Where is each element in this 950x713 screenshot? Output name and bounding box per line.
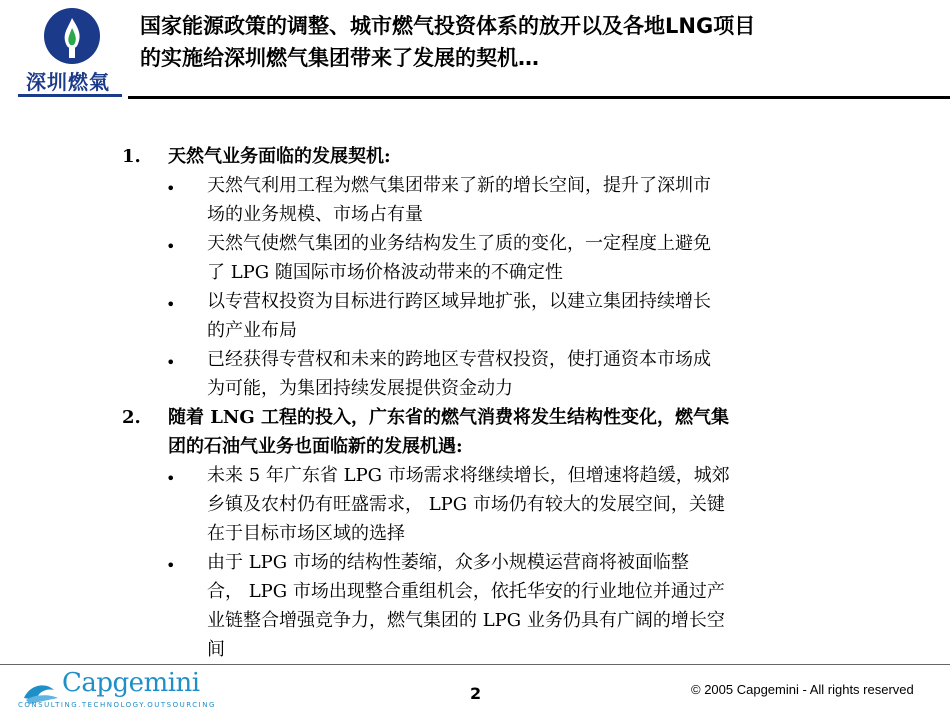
title-line-2: 的实施给深圳燃气集团带来了发展的契机… [140,46,539,70]
logo-underline [18,94,122,97]
bullet-line: 的产业布局 [207,320,297,341]
bullet-line: 合， LPG 市场出现整合重组机会，依托华安的行业地位并通过产 [207,581,725,602]
bullet-line: 以专营权投资为目标进行跨区域异地扩张，以建立集团持续增长 [207,291,711,312]
bullet-line: 未来 5 年广东省 LPG 市场需求将继续增长，但增速将趋缓，城郊 [207,465,730,486]
section-heading-line: 随着 LNG 工程的投入，广东省的燃气消费将发生结构性变化，燃气集 [168,407,730,428]
bullet-item [207,229,807,287]
section-heading-line: 团的石油气业务也面临新的发展机遇: [168,436,463,457]
bullet-line: 已经获得专营权和未来的跨地区专营权投资，使打通资本市场成 [207,349,711,370]
bullet-line: 了 LPG 随国际市场价格波动带来的不确定性 [207,262,563,283]
footer-divider [0,664,950,665]
page-title [140,10,930,74]
page-number: 2 [470,684,482,703]
bullet-line: 为可能，为集团持续发展提供资金动力 [207,378,513,399]
section-number: 1. [122,146,141,167]
bullet-icon: • [166,295,176,314]
capgemini-tagline: CONSULTING.TECHNOLOGY.OUTSOURCING [18,701,216,709]
bullet-item [207,345,807,403]
bullet-icon: • [166,469,176,488]
section-heading-line: 天然气业务面临的发展契机: [168,146,391,167]
bullet-line: 天然气使燃气集团的业务结构发生了质的变化，一定程度上避免 [207,233,711,254]
bullet-item [207,287,807,345]
bullet-line: 乡镇及农村仍有旺盛需求， LPG 市场仍有较大的发展空间，关键 [207,494,725,515]
company-logo [12,4,124,100]
title-line-1: 国家能源政策的调整、城市燃气投资体系的放开以及各地LNG项目 [140,14,756,38]
bullet-line: 业链整合增强竞争力，燃气集团的 LPG 业务仍具有广阔的增长空 [207,610,725,631]
bullet-line: 在于目标市场区域的选择 [207,523,405,544]
bullet-icon: • [166,353,176,372]
flame-logo-icon [42,6,102,66]
bullet-icon: • [166,556,176,575]
bullet-icon: • [166,237,176,256]
title-divider [128,96,950,99]
bullet-line: 天然气利用工程为燃气集团带来了新的增长空间，提升了深圳市 [207,175,711,196]
section-heading [168,142,818,171]
capgemini-brand: Capgemini [62,668,200,698]
section-heading [168,403,818,461]
bullet-line: 间 [207,639,225,660]
logo-text: 深圳燃氣 [26,70,110,94]
bullet-item [207,548,807,664]
bullet-icon: • [166,179,176,198]
bullet-item [207,461,807,548]
copyright-text: © 2005 Capgemini - All rights reserved [691,682,914,697]
bullet-line: 场的业务规模、市场占有量 [207,204,423,225]
section-number: 2. [122,407,141,428]
bullet-line: 由于 LPG 市场的结构性萎缩，众多小规模运营商将被面临整 [207,552,689,573]
bullet-item [207,171,807,229]
